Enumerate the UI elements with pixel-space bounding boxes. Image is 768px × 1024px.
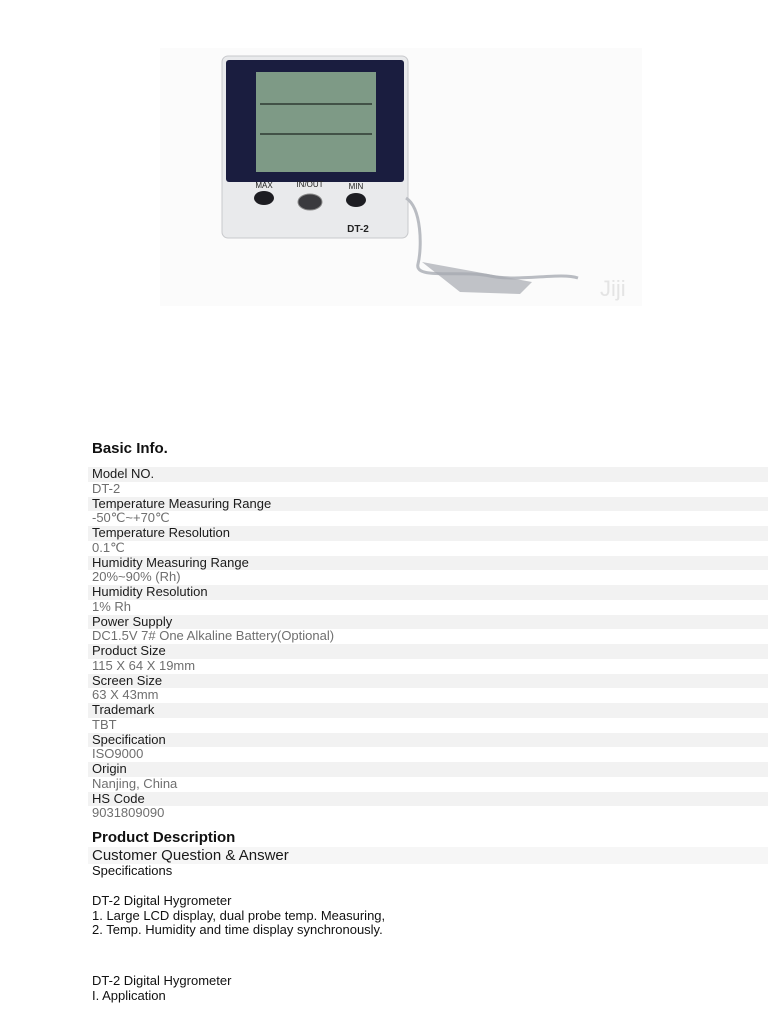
info-row: [92, 733, 768, 763]
info-row: [92, 556, 768, 586]
info-label: Specification: [88, 733, 768, 748]
info-label: HS Code: [88, 792, 768, 807]
info-label: Humidity Resolution: [88, 585, 768, 600]
desc-line: DT-2 Digital Hygrometer: [92, 973, 232, 989]
info-label: Screen Size: [88, 674, 768, 689]
info-row: [92, 615, 768, 645]
info-row: [92, 497, 768, 527]
info-label: Model NO.: [88, 467, 768, 482]
info-row: [92, 644, 768, 674]
product-description-title: Product Description: [92, 829, 236, 846]
info-value: 9031809090: [92, 805, 165, 821]
info-label: Humidity Measuring Range: [88, 556, 768, 571]
desc-line: DT-2 Digital Hygrometer: [92, 892, 232, 908]
info-row: [92, 526, 768, 556]
info-row: [92, 762, 768, 792]
product-description: [92, 829, 768, 1004]
max-button-label: MAX: [255, 181, 273, 190]
desc-line: I. Application: [92, 987, 166, 1003]
info-label: Temperature Measuring Range: [88, 497, 768, 512]
info-value: TBT: [92, 716, 117, 732]
info-row: [92, 703, 768, 733]
info-value: 115 X 64 X 19mm: [92, 657, 196, 673]
customer-qa-heading: Customer Question & Answer: [88, 847, 768, 864]
info-value: 0.1℃: [92, 539, 125, 555]
info-label: Temperature Resolution: [88, 526, 768, 541]
info-label: Product Size: [88, 644, 768, 659]
desc-line: 2. Temp. Humidity and time display synchronously.: [92, 922, 383, 938]
info-value: -50℃~+70℃: [92, 510, 170, 526]
desc-line: 1. Large LCD display, dual probe temp. Measuring,: [92, 907, 386, 923]
info-value: 1% Rh: [92, 598, 132, 614]
info-row: [92, 585, 768, 615]
info-value: 20%~90% (Rh): [92, 569, 181, 585]
info-value: DC1.5V 7# One Alkaline Battery(Optional): [92, 628, 335, 644]
info-label: Origin: [88, 762, 768, 777]
product-photo: [160, 48, 642, 306]
info-row: [92, 467, 768, 497]
specifications-label: Specifications: [92, 863, 173, 878]
info-value: DT-2: [92, 480, 121, 496]
info-label: Trademark: [88, 703, 768, 718]
info-value: 63 X 43mm: [92, 687, 159, 703]
info-row: [92, 674, 768, 704]
basic-info-title: Basic Info.: [92, 440, 168, 457]
watermark: Jiji: [600, 276, 626, 301]
inout-button-label: IN/OUT: [296, 180, 324, 189]
info-label: Power Supply: [88, 615, 768, 630]
info-value: ISO9000: [92, 746, 144, 762]
basic-info-table: [92, 467, 768, 821]
info-row: [92, 792, 768, 822]
min-button-label: MIN: [348, 182, 364, 191]
device-model-label: DT-2: [347, 224, 369, 235]
info-value: Nanjing, China: [92, 775, 178, 791]
